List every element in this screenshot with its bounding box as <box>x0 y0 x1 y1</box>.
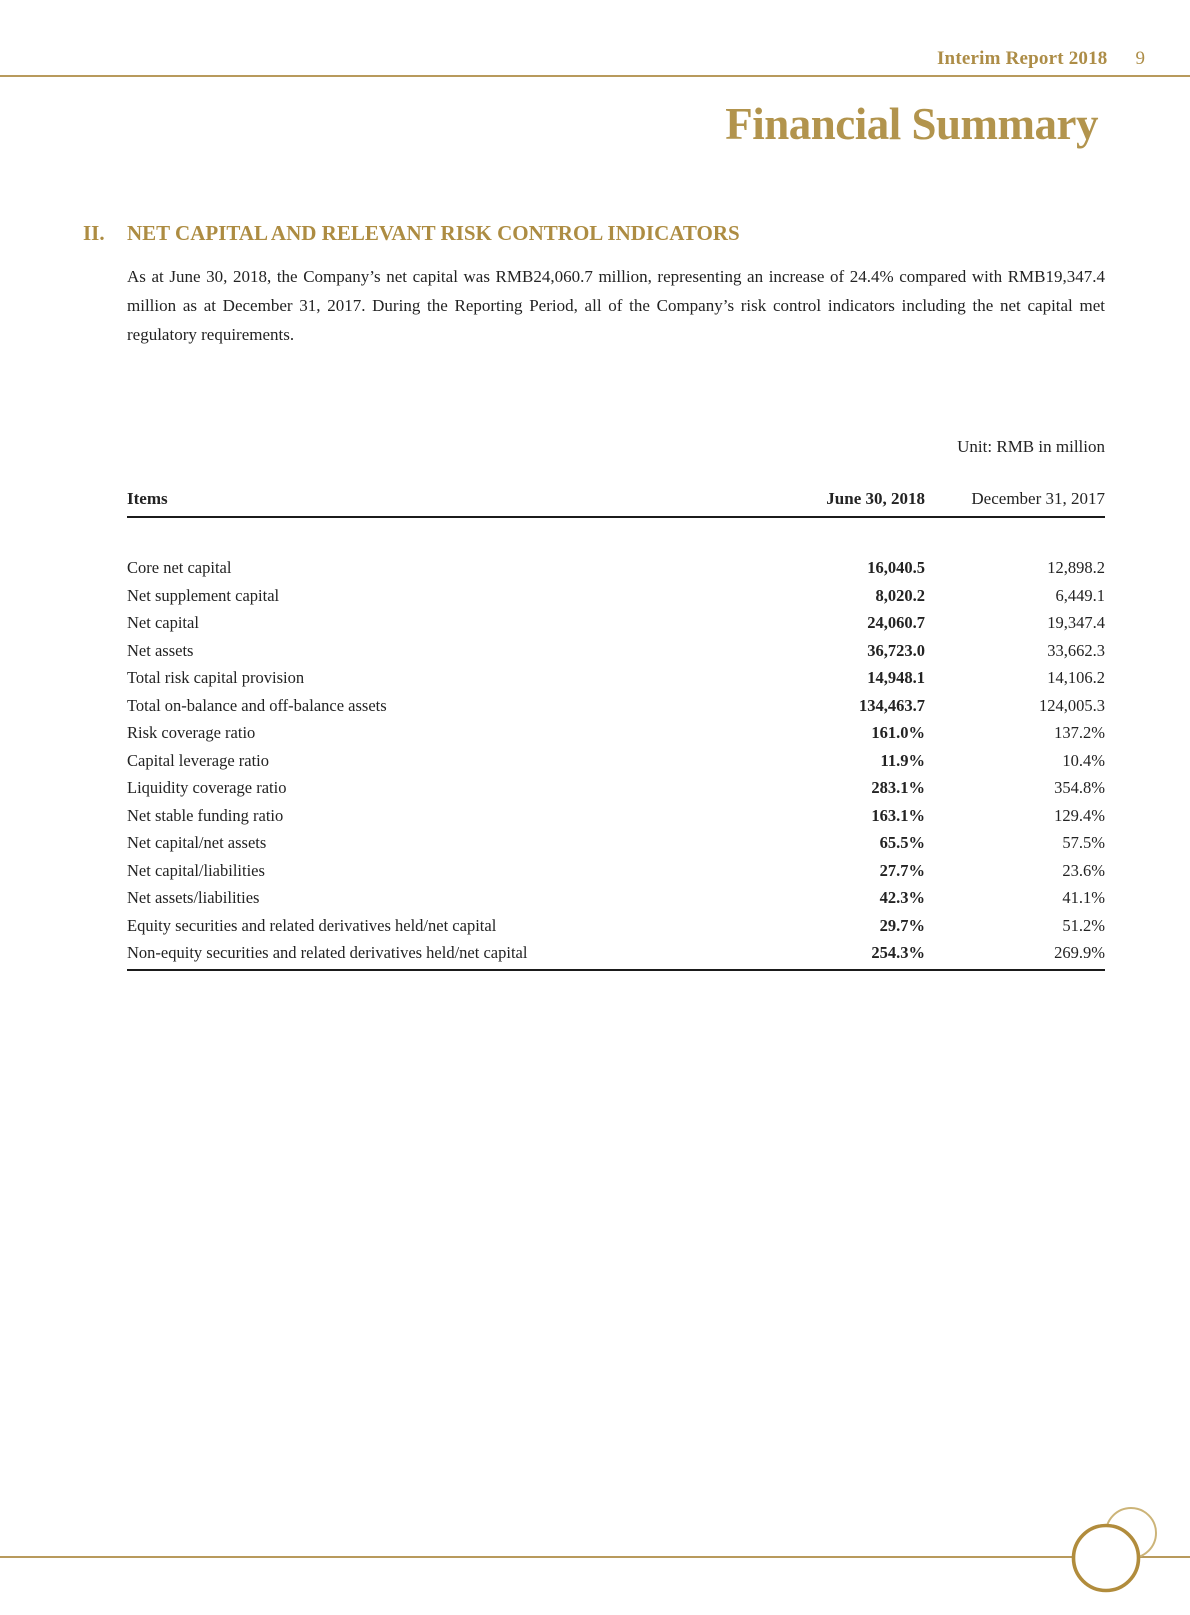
value-december-2017: 51.2% <box>1062 915 1105 935</box>
value-june-2018: 163.1% <box>871 805 925 825</box>
item-label: Total risk capital provision <box>127 668 305 687</box>
page-title: Financial Summary <box>725 99 1098 149</box>
section-numeral: II. <box>83 221 105 245</box>
item-label: Core net capital <box>127 558 232 577</box>
value-december-2017: 10.4% <box>1062 750 1105 770</box>
section-heading <box>83 221 1105 246</box>
body-paragraph: As at June 30, 2018, the Company’s net capital was RMB24,060.7 million, representing an increase of 24.4% compared with RMB19,347.4 million as at December 31, 2017. During the Reporting Period, all of the Company’s risk control indicators including the net capital met regulatory requirements. <box>127 267 1105 344</box>
header-rule <box>0 75 1190 77</box>
value-december-2017: 33,662.3 <box>1047 640 1105 660</box>
item-label: Net capital/net assets <box>127 833 267 852</box>
item-label: Liquidity coverage ratio <box>127 778 287 797</box>
value-june-2018: 42.3% <box>879 888 925 907</box>
value-june-2018: 36,723.0 <box>867 640 925 660</box>
item-label: Net assets <box>127 640 194 660</box>
value-june-2018: 161.0% <box>871 723 925 742</box>
value-december-2017: 23.6% <box>1062 860 1105 880</box>
table-row <box>127 829 1105 857</box>
value-june-2018: 134,463.7 <box>859 695 925 715</box>
value-june-2018: 24,060.7 <box>867 613 925 632</box>
value-december-2017: 354.8% <box>1054 778 1105 797</box>
value-december-2017: 14,106.2 <box>1047 668 1105 687</box>
table-header-row <box>127 487 1105 517</box>
item-label: Net assets/liabilities <box>127 888 260 907</box>
item-label: Net capital/liabilities <box>127 860 265 880</box>
value-december-2017: 6,449.1 <box>1055 585 1105 605</box>
item-label: Total on-balance and off-balance assets <box>127 695 387 715</box>
table-row <box>127 747 1105 775</box>
item-label: Risk coverage ratio <box>127 723 256 742</box>
indicator-table-body <box>127 517 1105 970</box>
value-december-2017: 124,005.3 <box>1039 695 1105 715</box>
footer-decoration <box>0 1496 1190 1615</box>
value-june-2018: 16,040.5 <box>867 558 925 577</box>
value-december-2017: 19,347.4 <box>1047 613 1105 632</box>
table-row <box>127 582 1105 610</box>
value-june-2018: 8,020.2 <box>875 585 925 605</box>
indicator-table <box>127 487 1105 971</box>
table-row <box>127 637 1105 665</box>
table-row <box>127 774 1105 802</box>
item-label: Non-equity securities and related derivatives held/net capital <box>127 939 765 970</box>
item-label: Equity securities and related derivatives held/net capital <box>127 915 497 935</box>
report-title: Interim Report 2018 <box>936 48 1108 69</box>
value-december-2017: 129.4% <box>1054 805 1105 825</box>
item-label: Net capital <box>127 613 199 632</box>
section-heading-text: NET CAPITAL AND RELEVANT RISK CONTROL INDICATORS <box>127 221 740 245</box>
table-row <box>127 884 1105 912</box>
value-june-2018: 29.7% <box>879 915 925 935</box>
column-header-items: Items <box>127 487 765 517</box>
item-label: Net supplement capital <box>127 585 280 605</box>
column-header-december-2017: December 31, 2017 <box>925 487 1105 517</box>
value-june-2018: 65.5% <box>879 833 925 852</box>
value-june-2018: 27.7% <box>879 860 925 880</box>
table-row <box>127 939 1105 970</box>
table-row <box>127 664 1105 692</box>
table-row <box>127 719 1105 747</box>
table-row <box>127 857 1105 885</box>
unit-label: Unit: RMB in million <box>957 437 1105 456</box>
value-december-2017: 12,898.2 <box>1047 558 1105 577</box>
item-label: Capital leverage ratio <box>127 750 270 770</box>
value-june-2018: 14,948.1 <box>867 668 925 687</box>
decorative-circle-large <box>1074 1526 1139 1591</box>
value-december-2017: 41.1% <box>1062 888 1105 907</box>
item-label: Net stable funding ratio <box>127 805 284 825</box>
value-june-2018: 11.9% <box>880 750 925 770</box>
table-row <box>127 609 1105 637</box>
value-december-2017: 269.9% <box>925 939 1105 970</box>
column-header-june-2018: June 30, 2018 <box>765 487 925 517</box>
running-header <box>937 48 1145 70</box>
page-number: 9 <box>1135 48 1145 69</box>
table-row <box>127 692 1105 720</box>
table-row <box>127 912 1105 940</box>
value-december-2017: 57.5% <box>1062 833 1105 852</box>
table-row <box>127 802 1105 830</box>
value-december-2017: 137.2% <box>1054 723 1105 742</box>
table-row <box>127 517 1105 582</box>
value-june-2018: 254.3% <box>765 939 925 970</box>
value-june-2018: 283.1% <box>871 778 925 797</box>
